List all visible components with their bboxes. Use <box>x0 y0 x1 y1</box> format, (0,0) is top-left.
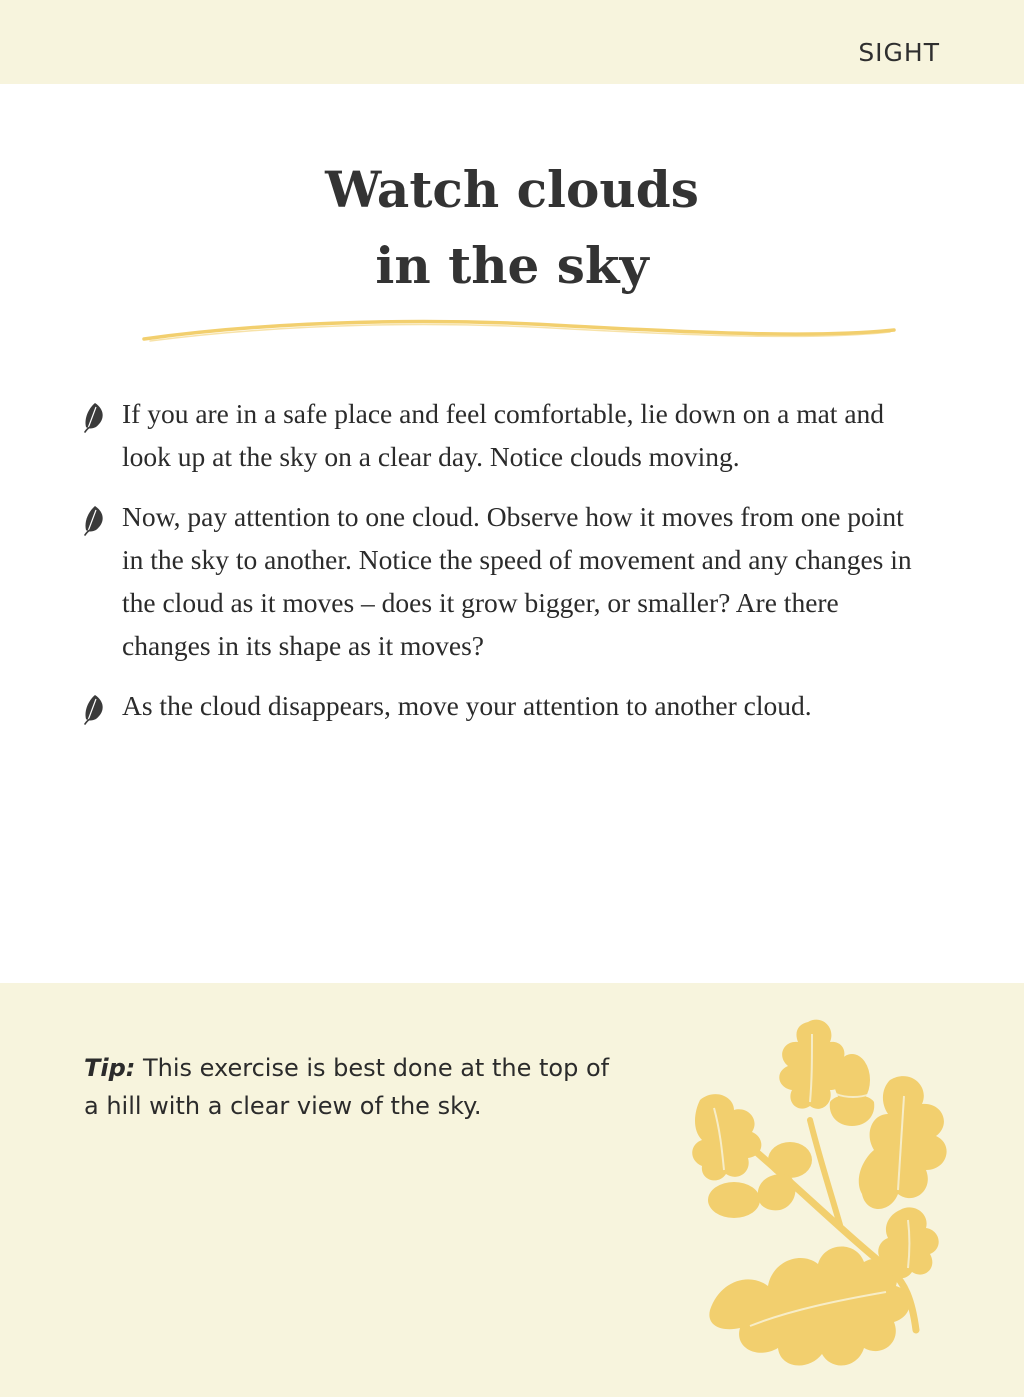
tip-box <box>84 1049 614 1125</box>
step-item <box>82 392 932 478</box>
step-item <box>82 495 932 667</box>
title-line-2: in the sky <box>375 236 649 295</box>
leaf-bullet-icon <box>82 693 108 725</box>
leaf-bullet-icon <box>82 504 108 536</box>
step-item <box>82 684 932 727</box>
step-text: If you are in a safe place and feel comfortable, lie down on a mat and look up at the sky on a clear day. Notice clouds moving. <box>122 398 885 472</box>
title-underline <box>140 312 900 348</box>
oak-branch-illustration <box>690 1010 980 1380</box>
tip-text: This exercise is best done at the top of a hill with a clear view of the sky. <box>84 1054 610 1120</box>
leaf-bullet-icon <box>82 401 108 433</box>
page-title <box>0 152 1024 304</box>
step-text: Now, pay attention to one cloud. Observe how it moves from one point in the sky to another. Notice the speed of movement and any changes in the cloud as it moves – does it grow bigger, or smaller? Are there changes in its shape as it moves? <box>122 501 912 661</box>
tip-label: Tip: <box>84 1054 136 1082</box>
section-label: SIGHT <box>858 38 940 67</box>
step-text: As the cloud disappears, move your attention to another cloud. <box>122 690 812 721</box>
title-line-1: Watch clouds <box>325 160 699 219</box>
steps-list <box>82 392 932 744</box>
